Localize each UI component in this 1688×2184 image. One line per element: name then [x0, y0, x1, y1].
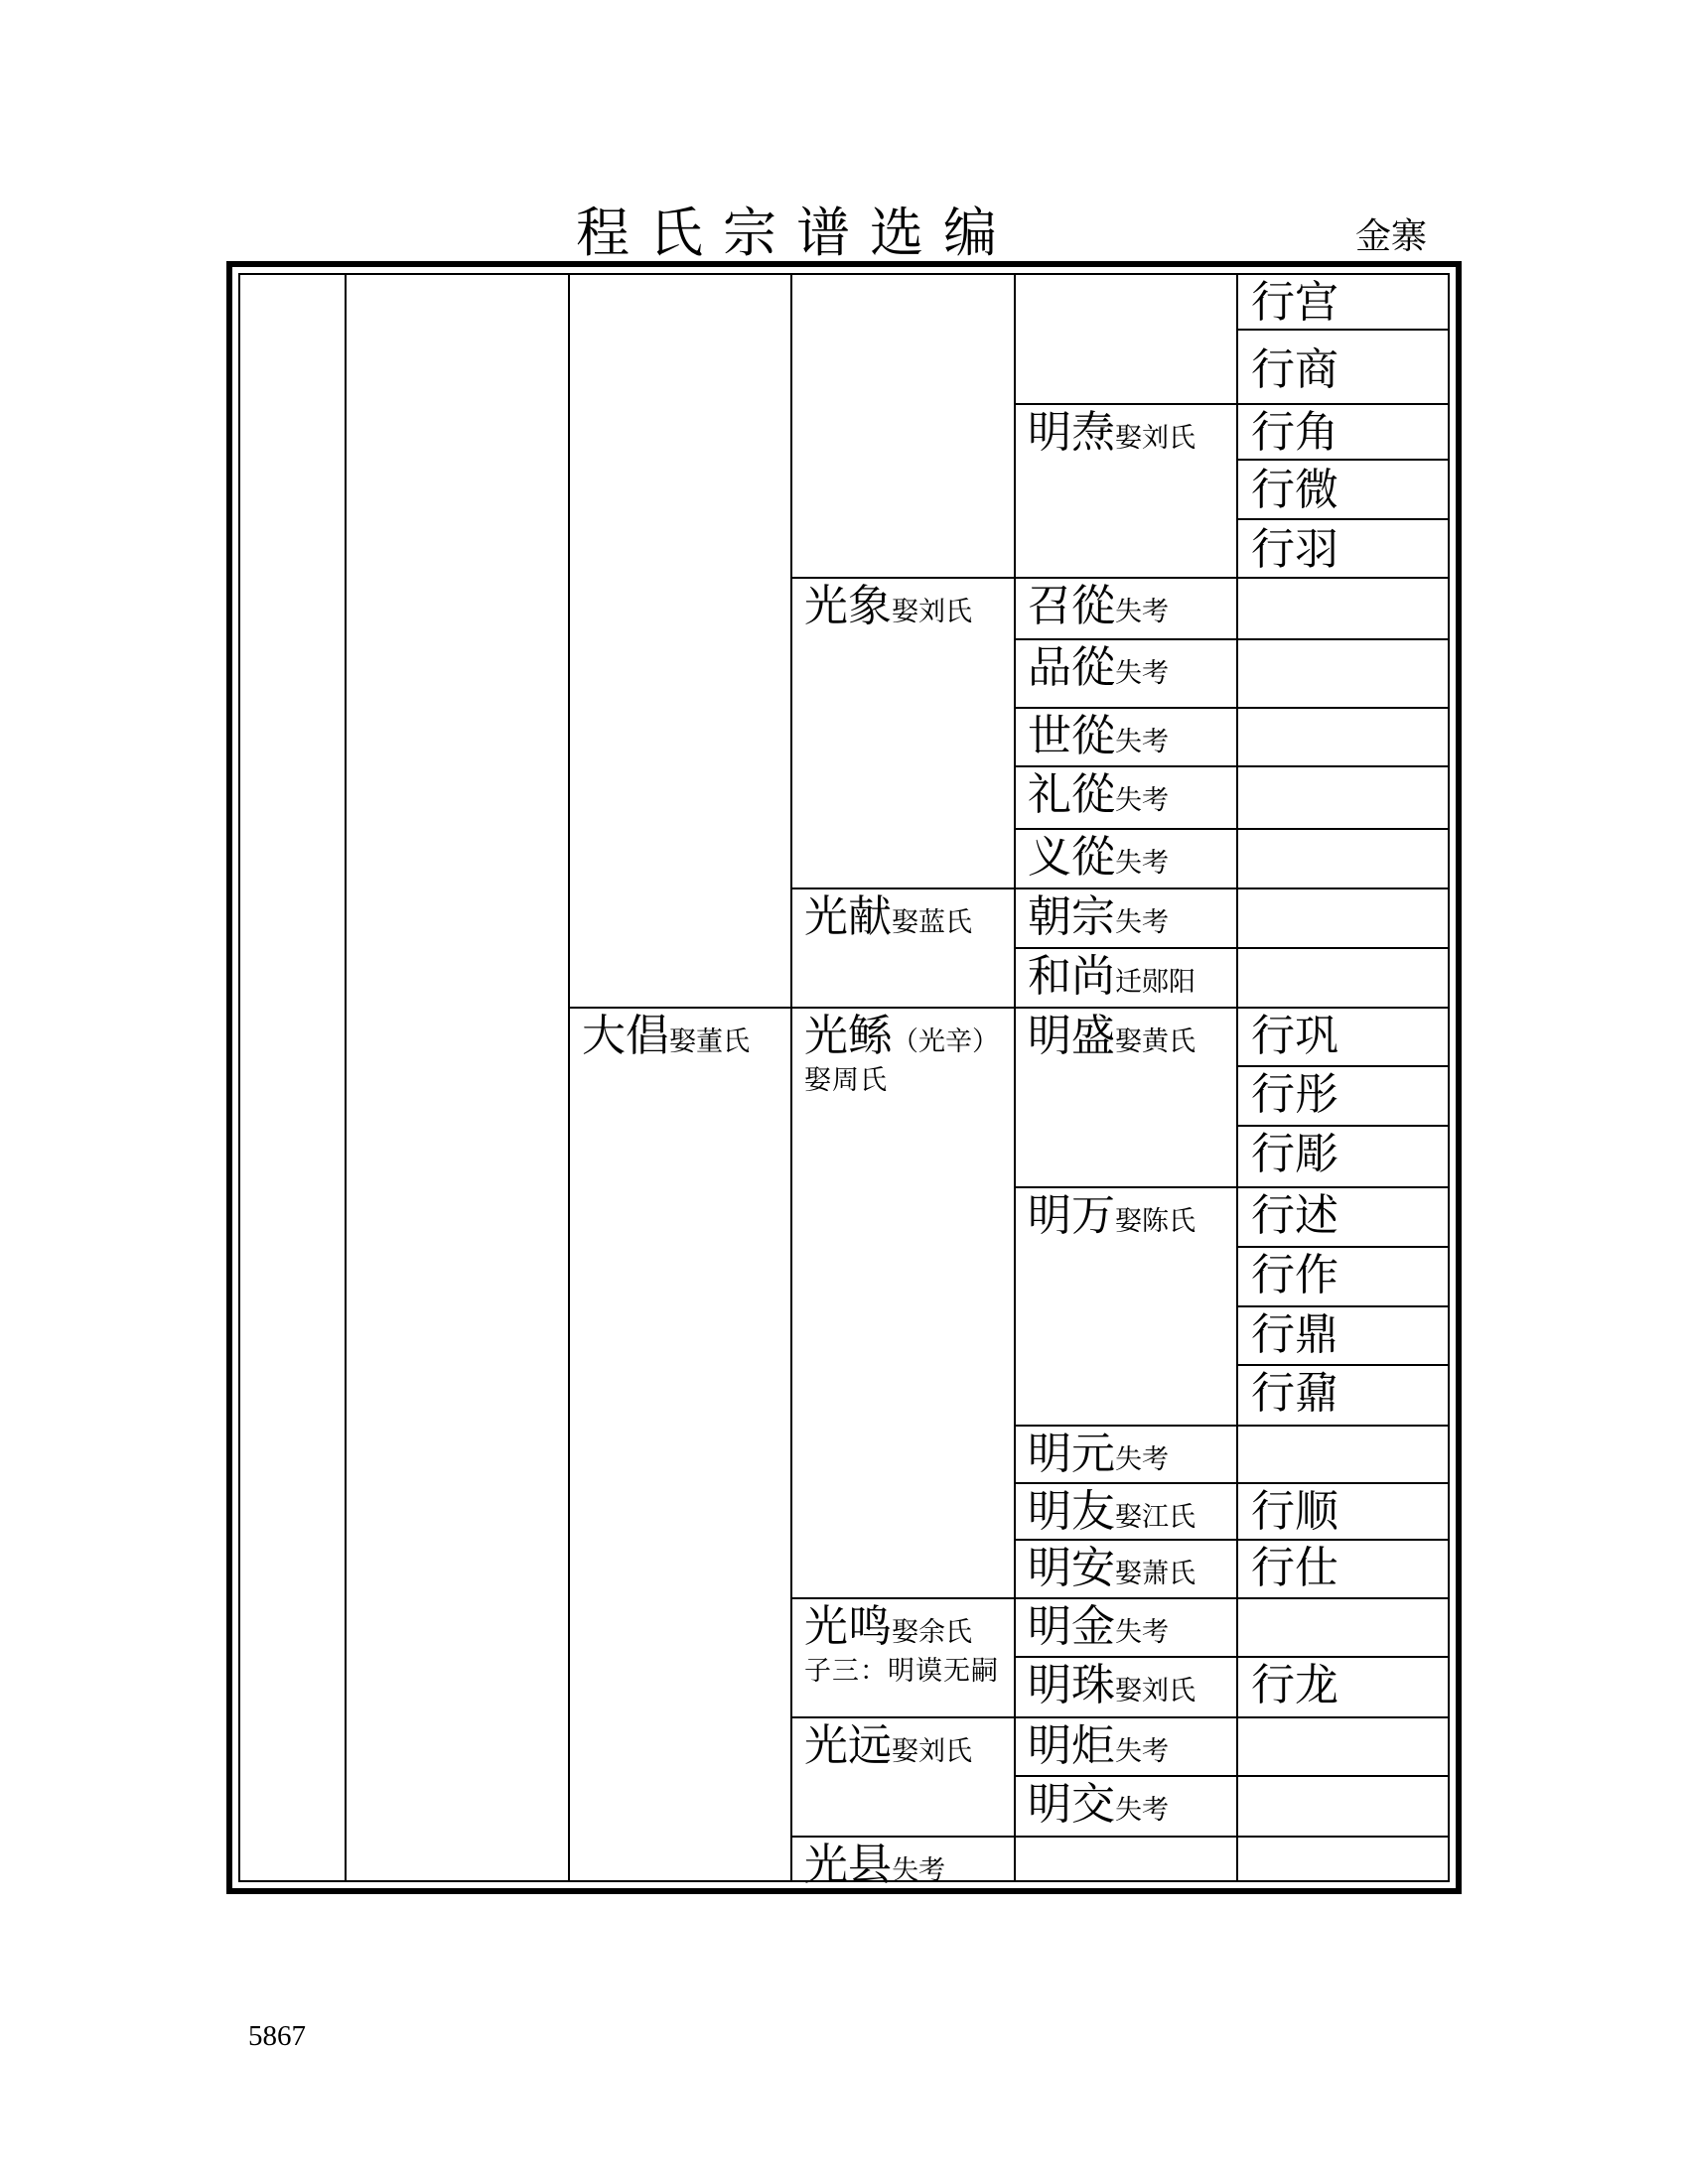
person-note: 娶江氏: [1115, 1502, 1196, 1532]
person-name: 行商: [1251, 344, 1338, 395]
row-divider: [1236, 1065, 1450, 1067]
person-note: 娶董氏: [669, 1026, 750, 1056]
row-divider: [1236, 1597, 1450, 1599]
person-name: 礼從: [1028, 769, 1115, 820]
person-note: 失考: [1115, 658, 1169, 688]
row-divider: [1014, 1425, 1238, 1427]
person-entry: [804, 581, 972, 631]
person-note: 娶余氏: [892, 1617, 972, 1647]
person-entry: [804, 1840, 945, 1890]
row-divider: [1014, 765, 1238, 767]
row-divider: [1236, 518, 1450, 520]
person-entry: [1028, 1543, 1196, 1593]
person-name: 行彤: [1251, 1069, 1338, 1120]
column-divider: [1014, 273, 1016, 1882]
person-note: 娶萧氏: [1115, 1559, 1196, 1588]
column-divider: [790, 273, 792, 1882]
row-divider: [790, 887, 1016, 889]
row-divider: [1236, 1836, 1450, 1838]
row-divider: [1236, 1716, 1450, 1718]
person-entry: [1028, 1011, 1196, 1061]
column-divider: [1236, 273, 1238, 1882]
person-name: 光县: [804, 1840, 892, 1890]
person-name: 行述: [1251, 1190, 1338, 1241]
person-name: 品從: [1028, 642, 1115, 693]
person-note: 娶刘氏: [1115, 1676, 1196, 1706]
person-name: 光远: [804, 1720, 892, 1771]
person-name: 光鸣: [804, 1601, 892, 1652]
person-name: 明焘: [1028, 407, 1115, 458]
person-name: 明元: [1028, 1429, 1115, 1479]
row-divider: [1236, 887, 1450, 889]
person-note: 失考: [1115, 1444, 1169, 1474]
row-divider: [1236, 828, 1450, 830]
person-entry: [804, 1601, 972, 1652]
person-note: 失考: [1115, 848, 1169, 878]
person-name: 和尚: [1028, 951, 1115, 1002]
row-divider: [1236, 1775, 1450, 1777]
page-number: 5867: [248, 2020, 306, 2052]
row-divider: [1236, 1186, 1450, 1188]
person-entry: [1028, 1190, 1196, 1241]
row-divider: [1014, 1482, 1238, 1484]
row-divider: [1236, 1482, 1450, 1484]
person-name: 行羽: [1251, 524, 1338, 575]
person-note: 娶陈氏: [1115, 1206, 1196, 1236]
person-name: 行仕: [1251, 1543, 1338, 1593]
person-entry: [1028, 642, 1169, 693]
person-name: 义從: [1028, 832, 1115, 883]
row-divider: [1014, 707, 1238, 709]
row-divider: [1236, 329, 1450, 331]
person-name: 光鲧: [804, 1011, 892, 1061]
person-name: 明友: [1028, 1486, 1115, 1537]
person-note: 失考: [1115, 1617, 1169, 1647]
person-note: 失考: [1115, 727, 1169, 756]
person-entry: [1028, 581, 1169, 631]
person-note: （光辛）: [892, 1026, 999, 1056]
row-divider: [1014, 1716, 1238, 1718]
row-divider: [1014, 1775, 1238, 1777]
person-entry: [1028, 711, 1169, 761]
person-note-line2: 子三：明谟无嗣: [804, 1656, 999, 1686]
person-name: 行鼎: [1251, 1309, 1338, 1360]
row-divider: [1014, 1836, 1238, 1838]
person-name: 行鼐: [1251, 1368, 1338, 1419]
row-divider: [1236, 947, 1450, 949]
row-divider: [1014, 638, 1238, 640]
row-divider: [1236, 1539, 1450, 1541]
person-entry: [1028, 891, 1169, 942]
row-divider: [1236, 765, 1450, 767]
row-divider: [1236, 459, 1450, 461]
row-divider: [1014, 1539, 1238, 1541]
person-name: 行巩: [1251, 1011, 1338, 1061]
person-note: 失考: [892, 1855, 945, 1885]
person-name: 朝宗: [1028, 891, 1115, 942]
person-name: 明金: [1028, 1601, 1115, 1652]
row-divider: [1014, 887, 1238, 889]
place-name: 金寨: [1355, 216, 1428, 256]
person-name: 明盛: [1028, 1011, 1115, 1061]
person-name: 光象: [804, 581, 892, 631]
person-note: 娶刘氏: [892, 1736, 972, 1766]
person-name: 行龙: [1251, 1660, 1338, 1710]
row-divider: [1014, 1007, 1238, 1009]
person-entry: [1028, 769, 1169, 820]
row-divider: [1236, 1305, 1450, 1307]
person-name: 召從: [1028, 581, 1115, 631]
row-divider: [1236, 1007, 1450, 1009]
person-entry: [1028, 1720, 1169, 1771]
person-name: 行宫: [1251, 277, 1338, 328]
person-entry: [804, 1011, 999, 1061]
person-name: 明炬: [1028, 1720, 1115, 1771]
row-divider: [1236, 1246, 1450, 1248]
row-divider: [1236, 403, 1450, 405]
person-entry: [1028, 1779, 1169, 1830]
row-divider: [1014, 1597, 1238, 1599]
row-divider: [1236, 1364, 1450, 1366]
row-divider: [1236, 577, 1450, 579]
row-divider: [790, 1597, 1016, 1599]
row-divider: [1236, 638, 1450, 640]
person-name: 明万: [1028, 1190, 1115, 1241]
person-name: 明安: [1028, 1543, 1115, 1593]
person-entry: [1028, 1660, 1196, 1710]
person-note-line2: 娶周氏: [804, 1065, 888, 1095]
row-divider: [790, 577, 1016, 579]
row-divider: [1014, 1656, 1238, 1658]
row-divider: [1014, 1186, 1238, 1188]
row-divider: [1236, 1125, 1450, 1127]
row-divider: [1014, 828, 1238, 830]
person-note: 失考: [1115, 1795, 1169, 1825]
page-title: 程氏宗谱选编: [576, 202, 1017, 264]
row-divider: [1236, 1656, 1450, 1658]
row-divider: [1014, 577, 1238, 579]
person-entry: [804, 1720, 972, 1771]
person-name: 光献: [804, 891, 892, 942]
person-name: 行微: [1251, 465, 1338, 515]
person-entry: [804, 891, 972, 942]
row-divider: [1236, 707, 1450, 709]
row-divider: [1014, 403, 1238, 405]
person-note: 娶黄氏: [1115, 1026, 1196, 1056]
row-divider: [1014, 947, 1238, 949]
person-name: 行顺: [1251, 1486, 1338, 1537]
person-entry: [1028, 1601, 1169, 1652]
column-divider: [568, 273, 570, 1882]
person-note: 娶刘氏: [1115, 423, 1196, 453]
person-name: 明交: [1028, 1779, 1115, 1830]
person-note: 失考: [1115, 597, 1169, 626]
row-divider: [568, 1007, 792, 1009]
person-name: 大倡: [582, 1011, 669, 1061]
person-entry: [1028, 1429, 1169, 1479]
person-name: 行角: [1251, 407, 1338, 458]
person-name: 行作: [1251, 1250, 1338, 1300]
row-divider: [1236, 1425, 1450, 1427]
person-entry: [1028, 1486, 1196, 1537]
person-note: 失考: [1115, 785, 1169, 815]
person-entry: [582, 1011, 750, 1061]
person-note: 失考: [1115, 1736, 1169, 1766]
column-divider: [345, 273, 347, 1882]
person-entry: [1028, 407, 1196, 458]
person-note: 娶蓝氏: [892, 907, 972, 937]
person-note: 迁郧阳: [1115, 967, 1196, 997]
row-divider: [790, 1836, 1016, 1838]
person-name: 行彫: [1251, 1129, 1338, 1179]
person-entry: [1028, 951, 1196, 1002]
person-name: 世從: [1028, 711, 1115, 761]
person-name: 明珠: [1028, 1660, 1115, 1710]
row-divider: [790, 1007, 1016, 1009]
row-divider: [790, 1716, 1016, 1718]
person-note: 失考: [1115, 907, 1169, 937]
person-note: 娶刘氏: [892, 597, 972, 626]
person-entry: [1028, 832, 1169, 883]
